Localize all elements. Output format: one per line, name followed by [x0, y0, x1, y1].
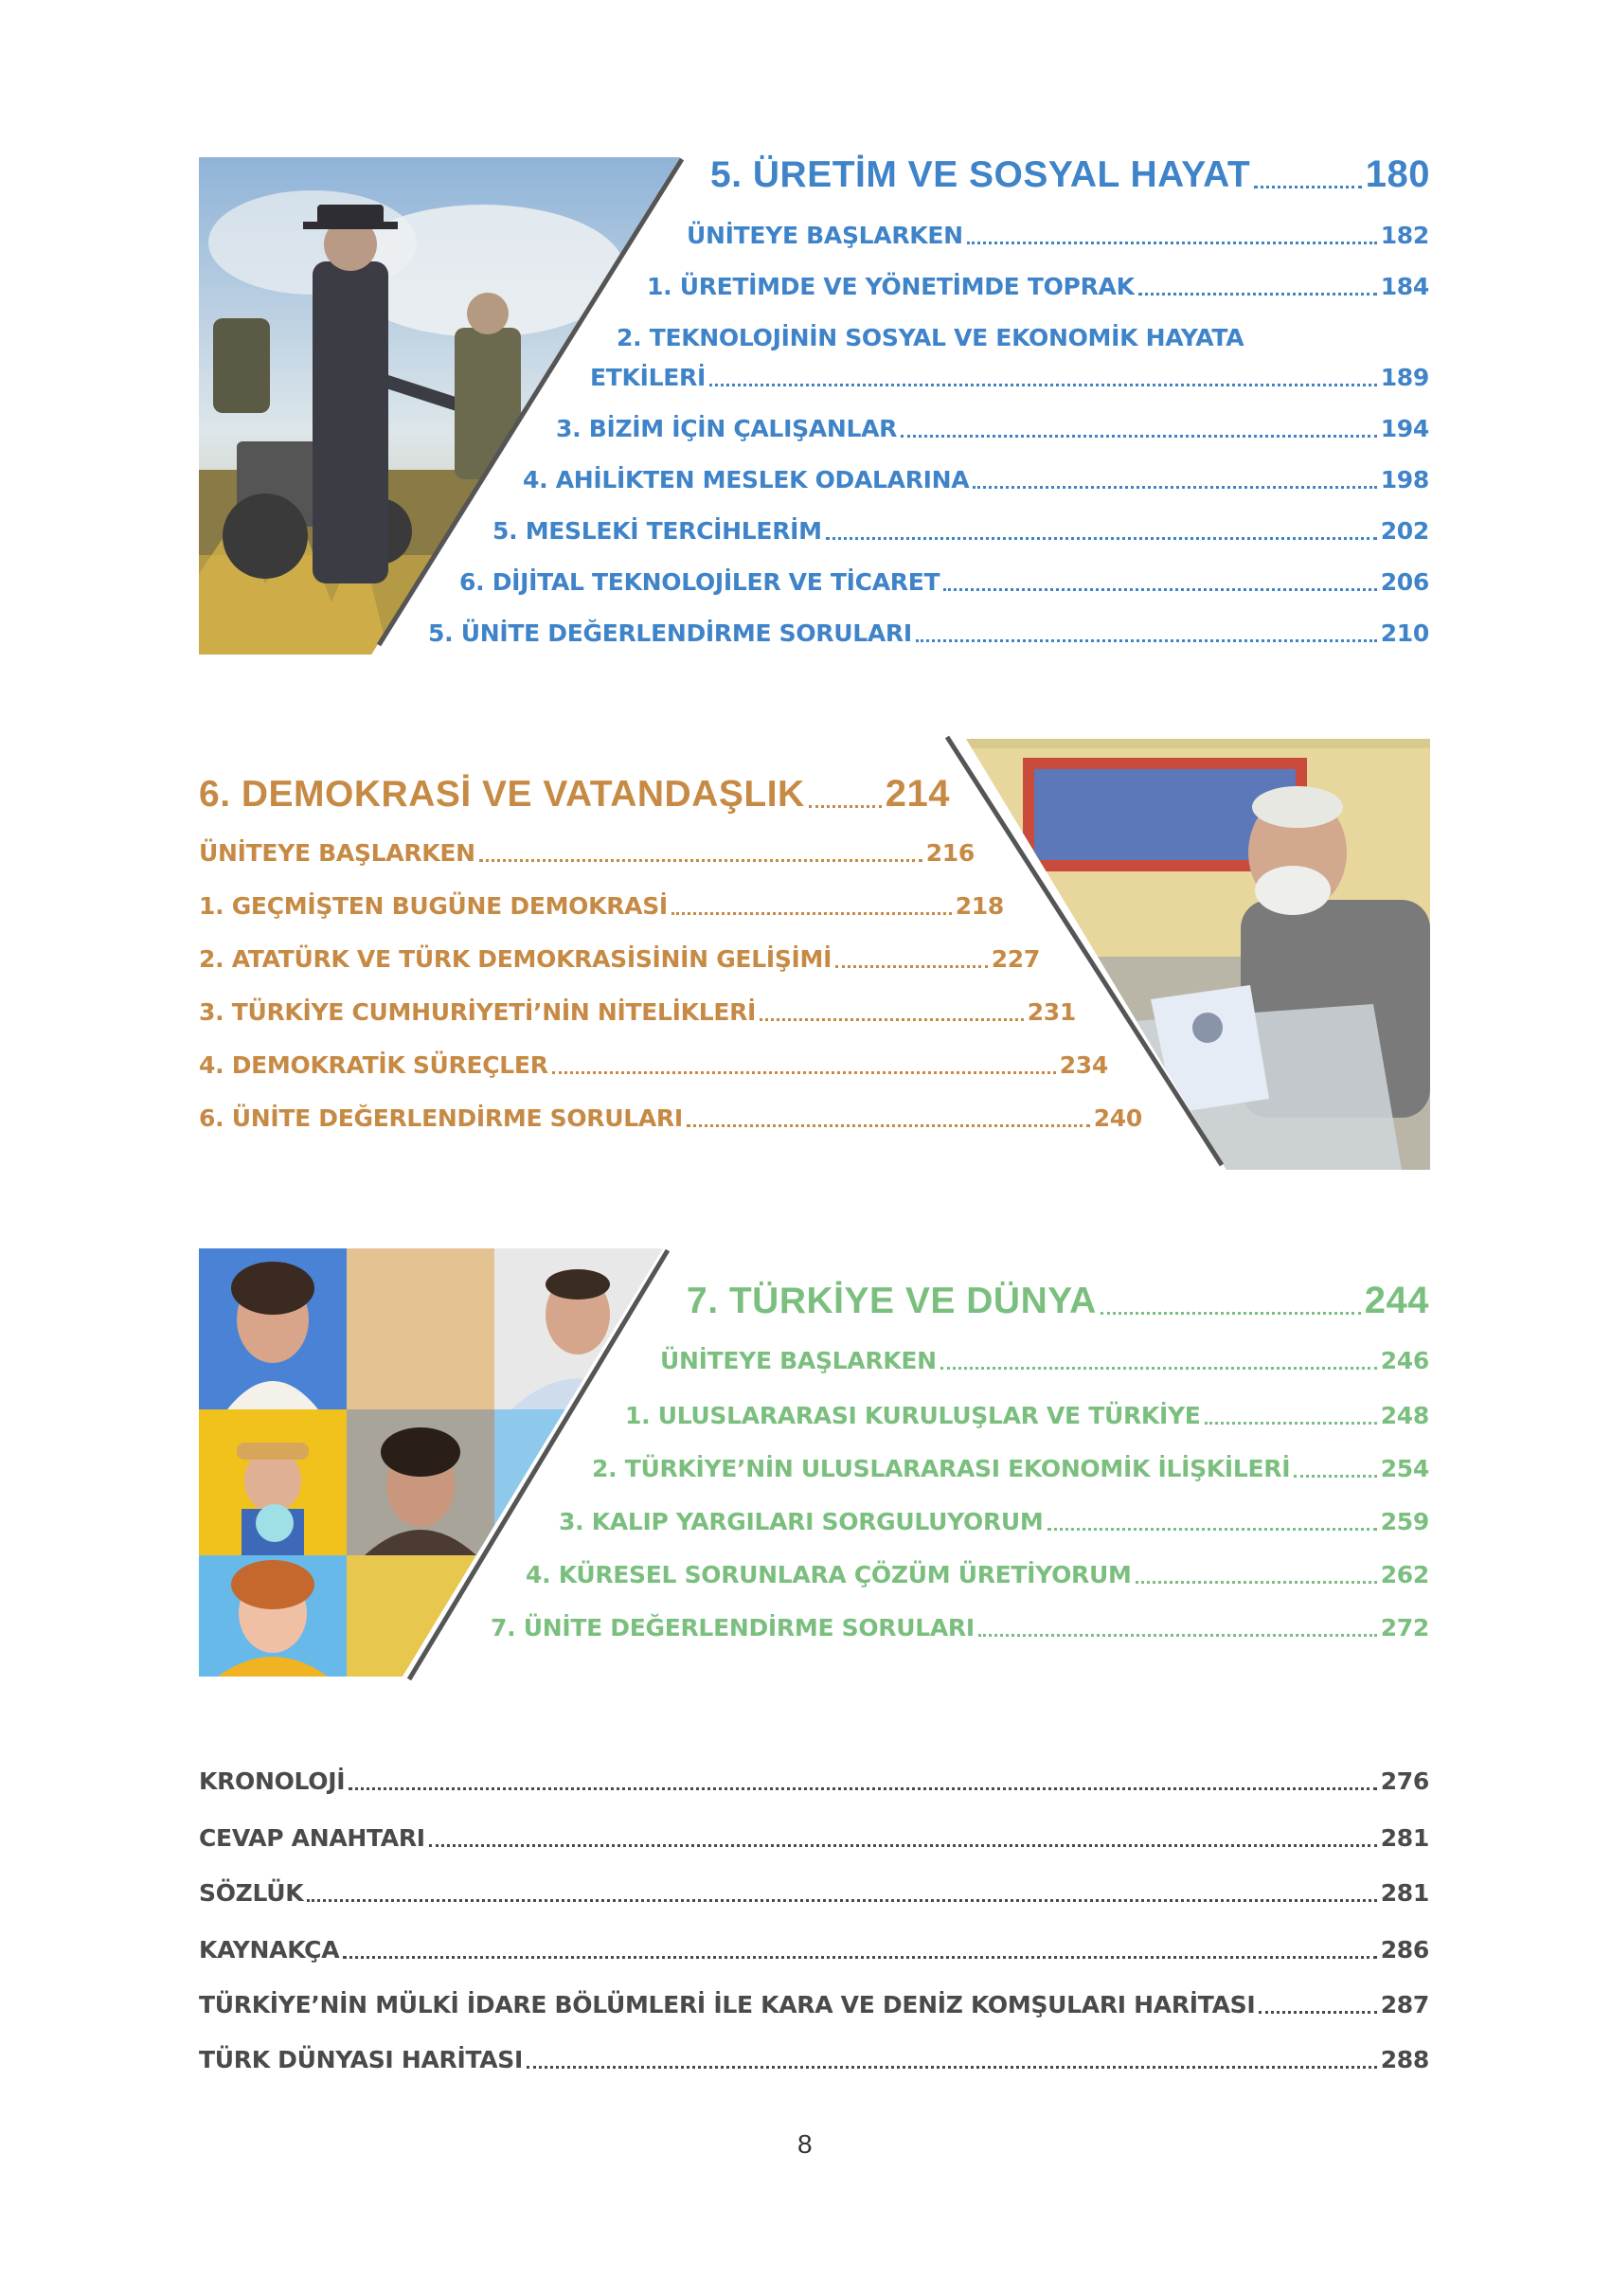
toc-item[interactable]	[590, 364, 1429, 391]
toc-item-page: 240	[1093, 1104, 1142, 1132]
section-page-number: 244	[1364, 1280, 1429, 1321]
toc-item-page: 227	[991, 945, 1040, 973]
toc-item-page: 198	[1380, 466, 1429, 493]
dot-leader	[709, 384, 1377, 386]
appendix-item[interactable]	[199, 1991, 1429, 2018]
toc-item-label: ÜNİTEYE BAŞLARKEN	[199, 839, 475, 867]
dot-leader	[527, 2066, 1377, 2069]
toc-item-label: 4. KÜRESEL SORUNLARA ÇÖZÜM ÜRETİYORUM	[526, 1561, 1132, 1588]
appendix-item-page: 287	[1380, 1991, 1429, 2018]
toc-item-page: 259	[1380, 1508, 1429, 1535]
toc-item[interactable]	[556, 415, 1429, 442]
toc-item-page: 248	[1380, 1402, 1429, 1429]
appendix-item-label: KAYNAKÇA	[199, 1936, 340, 1964]
dot-leader	[1101, 1312, 1361, 1315]
dot-leader	[1259, 2011, 1376, 2014]
dot-leader	[967, 242, 1377, 244]
dot-leader	[687, 1124, 1090, 1127]
dot-leader	[552, 1071, 1056, 1074]
section-6-title[interactable]	[199, 773, 950, 816]
toc-item-label: ETKİLERİ	[590, 364, 706, 391]
toc-item[interactable]	[492, 517, 1429, 545]
toc-item[interactable]	[559, 1508, 1429, 1535]
toc-item-page: 182	[1380, 222, 1429, 249]
toc-item[interactable]	[660, 1347, 1429, 1374]
appendix-item-label: SÖZLÜK	[199, 1879, 304, 1907]
toc-item-label: 3. KALIP YARGILARI SORGULUYORUM	[559, 1508, 1044, 1535]
toc-item-label: 2. ATATÜRK VE TÜRK DEMOKRASİSİNİN GELİŞİMİ	[199, 945, 832, 973]
dot-leader	[760, 1018, 1024, 1021]
dot-leader	[1254, 186, 1362, 188]
dot-leader	[1047, 1528, 1377, 1531]
toc-item[interactable]	[592, 1455, 1429, 1482]
dot-leader	[429, 1844, 1377, 1847]
dot-leader	[307, 1899, 1376, 1902]
appendix-item-page: 276	[1380, 1767, 1429, 1795]
section-5-title[interactable]	[710, 153, 1430, 196]
appendix-item-page: 281	[1380, 1879, 1429, 1907]
toc-item-page: 189	[1380, 364, 1429, 391]
toc-item-page: 216	[925, 839, 975, 867]
appendix-item-page: 281	[1380, 1824, 1429, 1852]
toc-item-label: 4. DEMOKRATİK SÜREÇLER	[199, 1051, 548, 1079]
toc-item-label: 6. ÜNİTE DEĞERLENDİRME SORULARI	[199, 1104, 683, 1132]
section-title-text: 6. DEMOKRASİ VE VATANDAŞLIK	[199, 774, 805, 815]
toc-item[interactable]	[199, 945, 1040, 973]
appendix-item-label: TÜRK DÜNYASI HARİTASI	[199, 2046, 524, 2073]
toc-item-label: 6. DİJİTAL TEKNOLOJİLER VE TİCARET	[459, 568, 940, 596]
dot-leader	[826, 537, 1377, 540]
toc-item-page: 234	[1059, 1051, 1108, 1079]
toc-item[interactable]	[459, 568, 1429, 596]
toc-item-page: 254	[1380, 1455, 1429, 1482]
toc-item[interactable]	[428, 619, 1429, 647]
appendix-item[interactable]	[199, 1879, 1429, 1907]
appendix-item-label: TÜRKİYE’NİN MÜLKİ İDARE BÖLÜMLERİ İLE KARA VE DENİZ KOMŞULARI HARİTASI	[199, 1991, 1256, 2018]
toc-item-label: 5. MESLEKİ TERCİHLERİM	[492, 517, 822, 545]
appendix-item-page: 286	[1380, 1936, 1429, 1964]
toc-item-label: 7. ÜNİTE DEĞERLENDİRME SORULARI	[491, 1614, 975, 1641]
dot-leader	[973, 486, 1376, 489]
dot-leader	[1205, 1422, 1377, 1425]
toc-item[interactable]	[526, 1561, 1429, 1588]
toc-item-page: 206	[1380, 568, 1429, 596]
toc-item[interactable]	[199, 892, 1004, 920]
section-title-text: 5. ÜRETİM VE SOSYAL HAYAT	[710, 154, 1251, 195]
dot-leader	[1136, 1581, 1377, 1584]
dot-leader	[901, 435, 1377, 438]
toc-item-page: 272	[1380, 1614, 1429, 1641]
toc-item[interactable]	[199, 998, 1076, 1026]
toc-item-label: ÜNİTEYE BAŞLARKEN	[660, 1347, 937, 1374]
appendix-item[interactable]	[199, 2046, 1429, 2073]
toc-item[interactable]	[625, 1402, 1429, 1429]
appendix-item[interactable]	[199, 1936, 1429, 1964]
page-number: 8	[797, 2129, 813, 2159]
toc-item-label: 5. ÜNİTE DEĞERLENDİRME SORULARI	[428, 619, 912, 647]
dot-leader	[671, 912, 952, 915]
section-title-text: 7. TÜRKİYE VE DÜNYA	[687, 1281, 1097, 1321]
dot-leader	[343, 1956, 1376, 1959]
section-page-number: 180	[1365, 153, 1430, 195]
toc-item-label: ÜNİTEYE BAŞLARKEN	[687, 222, 963, 249]
dot-leader	[809, 805, 882, 808]
toc-item-page: 218	[955, 892, 1004, 920]
dot-leader	[916, 639, 1377, 642]
dot-leader	[835, 965, 988, 968]
toc-item-page: 194	[1380, 415, 1429, 442]
dot-leader	[479, 859, 922, 862]
toc-item-label: 3. TÜRKİYE CUMHURİYETİ’NİN NİTELİKLERİ	[199, 998, 757, 1026]
toc-item-page: 246	[1380, 1347, 1429, 1374]
toc-item-page: 202	[1380, 517, 1429, 545]
dot-leader	[1138, 293, 1377, 296]
appendix-item[interactable]	[199, 1767, 1429, 1795]
toc-item-label: 2. TEKNOLOJİNİN SOSYAL VE EKONOMİK HAYATA	[617, 324, 1244, 351]
toc-item[interactable]	[647, 273, 1429, 300]
toc-item[interactable]	[523, 466, 1429, 493]
toc-item-line1[interactable]	[617, 324, 1429, 351]
dot-leader	[1294, 1475, 1376, 1478]
toc-item-label: 2. TÜRKİYE’NİN ULUSLARARASI EKONOMİK İLİŞKİLERİ	[592, 1455, 1291, 1482]
toc-item[interactable]	[199, 1104, 1142, 1132]
toc-item-page: 231	[1027, 998, 1076, 1026]
dot-leader	[943, 588, 1376, 591]
appendix-item-label: KRONOLOJİ	[199, 1767, 346, 1795]
toc-item-page: 210	[1380, 619, 1429, 647]
toc-item[interactable]	[199, 1051, 1108, 1079]
toc-item-label: 1. GEÇMİŞTEN BUGÜNE DEMOKRASİ	[199, 892, 668, 920]
toc-item[interactable]	[491, 1614, 1429, 1641]
section-7-title[interactable]	[687, 1280, 1429, 1322]
dot-leader	[978, 1634, 1377, 1637]
toc-item[interactable]	[687, 222, 1429, 249]
section-page-number: 214	[885, 773, 950, 815]
dot-leader	[940, 1367, 1377, 1370]
toc-item-page: 184	[1380, 273, 1429, 300]
toc-item-label: 1. ULUSLARARASI KURULUŞLAR VE TÜRKİYE	[625, 1402, 1201, 1429]
toc-item-label: 1. ÜRETİMDE VE YÖNETİMDE TOPRAK	[647, 273, 1135, 300]
dot-leader	[349, 1787, 1376, 1790]
appendix-item-page: 288	[1380, 2046, 1429, 2073]
appendix-item[interactable]	[199, 1824, 1429, 1852]
toc-item-page: 262	[1380, 1561, 1429, 1588]
toc-item[interactable]	[199, 839, 975, 867]
toc-item-label: 3. BİZİM İÇİN ÇALIŞANLAR	[556, 415, 898, 442]
appendix-item-label: CEVAP ANAHTARI	[199, 1824, 425, 1852]
toc-item-label: 4. AHİLİKTEN MESLEK ODALARINA	[523, 466, 970, 493]
